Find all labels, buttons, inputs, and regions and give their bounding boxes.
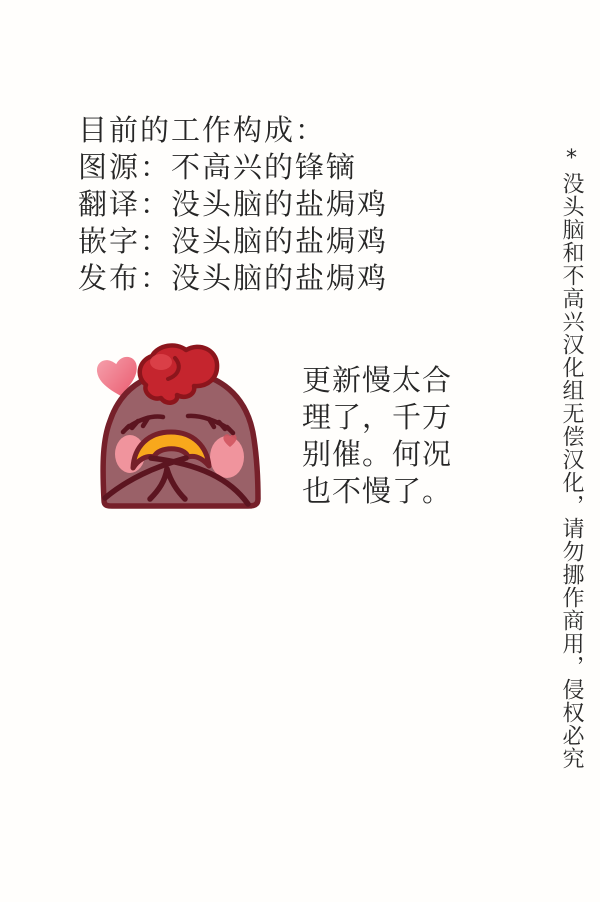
credits-block <box>78 112 388 297</box>
speech-block <box>302 362 452 510</box>
chicken-comb-highlight <box>150 354 172 370</box>
speech-line: 更新慢太合 <box>302 363 453 397</box>
credits-title: 目前的工作构成： <box>78 113 327 147</box>
credits-line-typesetting: 嵌字：没头脑的盐焗鸡 <box>78 224 389 258</box>
chicken-sticker <box>78 335 278 513</box>
speech-line: 理了，千万 <box>302 400 453 434</box>
credits-line-translation: 翻译：没头脑的盐焗鸡 <box>78 187 389 221</box>
speech-line: 别催。何况 <box>302 437 453 471</box>
disclaimer-vertical-note: *没头脑和不高兴汉化组无偿汉化，请勿挪作商用，侵权必究 <box>559 146 584 770</box>
speech-line: 也不慢了。 <box>302 474 453 508</box>
credits-line-source: 图源：不高兴的锋镝 <box>78 150 358 184</box>
credits-line-publishing: 发布：没头脑的盐焗鸡 <box>78 261 389 295</box>
